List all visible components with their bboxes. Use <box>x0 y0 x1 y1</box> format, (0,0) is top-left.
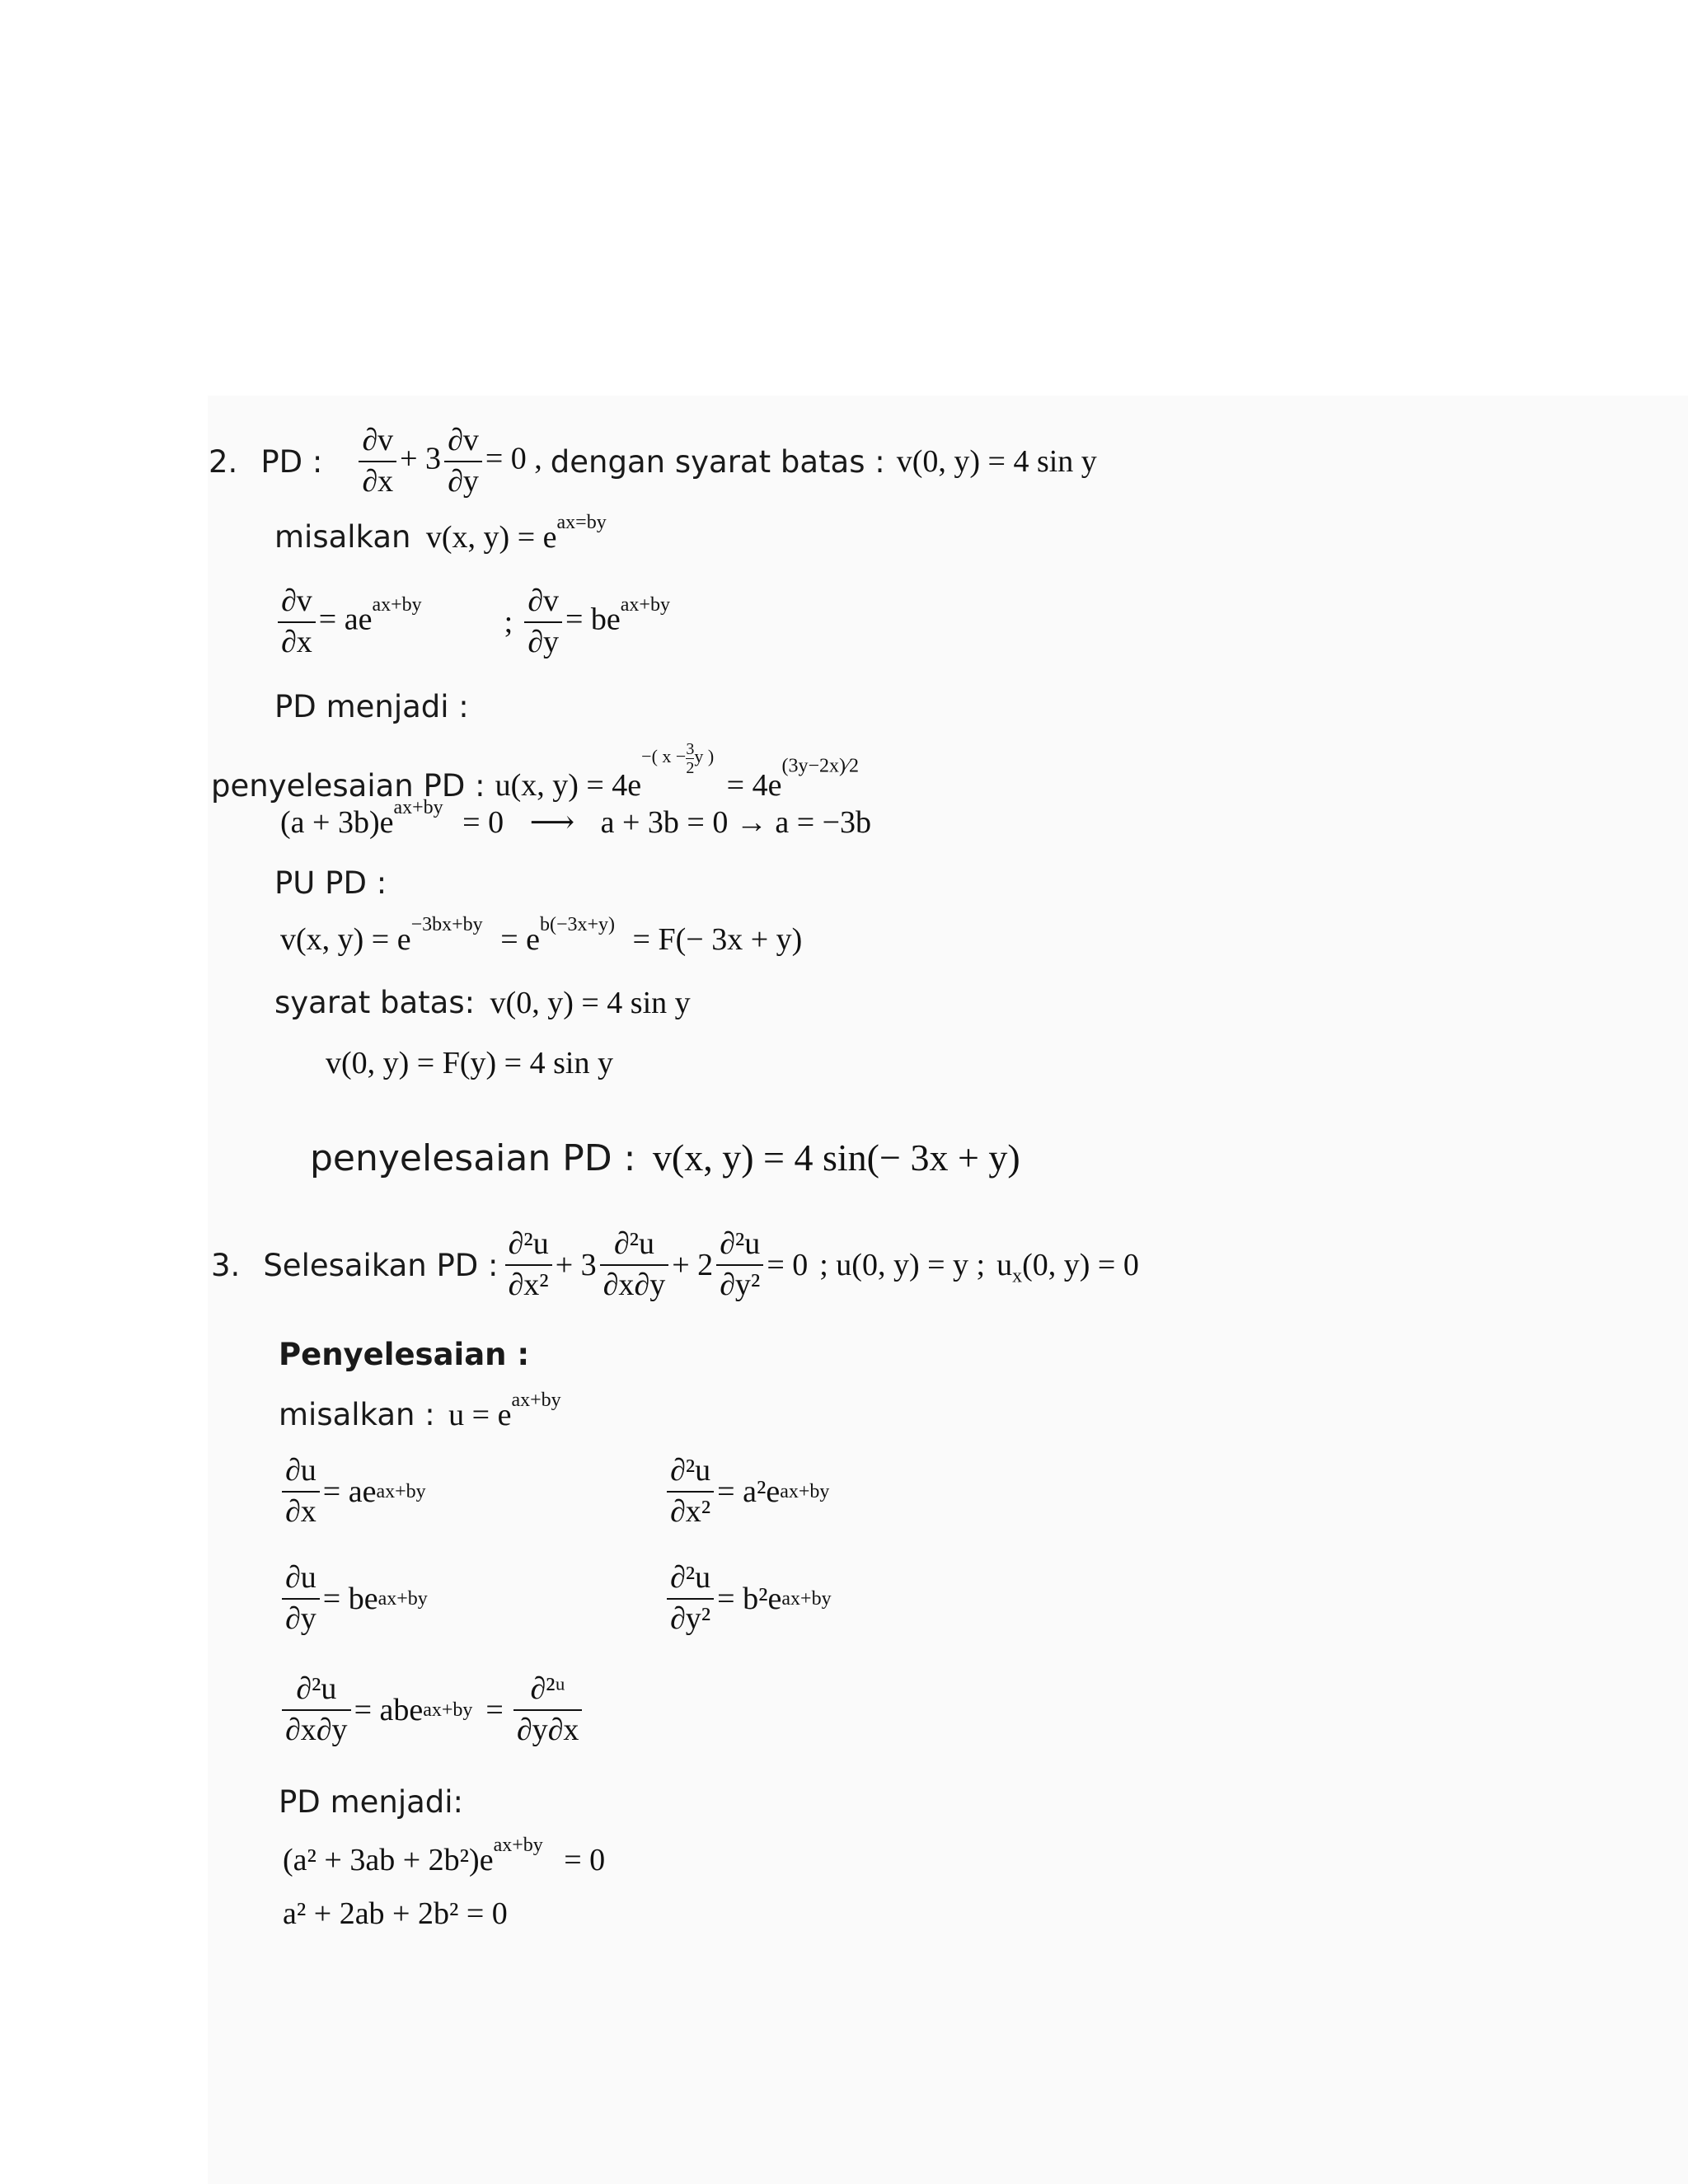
substitution-line <box>279 1390 561 1433</box>
solution-heading: Penyelesaian : <box>279 1337 530 1372</box>
final-solution <box>310 1136 1020 1179</box>
final-math: v(x, y) = 4 sin(− 3x + y) <box>652 1137 1020 1179</box>
solution-u <box>211 738 859 804</box>
problem-number: 2. <box>209 443 238 480</box>
characteristic-eq-2: a² + 2ab + 2b² = 0 <box>283 1896 508 1931</box>
solution-math: u(x, $y) = 4e^{-( x - \frac{3}{2} y )} = 4e^{(3y-2x)⁄2}$ <box>495 739 859 803</box>
misalkan-label: misalkan <box>274 519 411 555</box>
bc-evaluation: v(0, y) = F(y) = 4 sin y <box>326 1046 613 1080</box>
characteristic-eq: $(a + 3b)e^{ax+by} = 0$ ⟶ a + 3b = 0 → a = −3b <box>280 797 872 840</box>
substitution-line <box>274 512 607 555</box>
separator: ; <box>504 604 513 640</box>
boundary-condition <box>274 985 691 1021</box>
bc-label: syarat batas: <box>274 985 476 1020</box>
bc-math: v(0, y) = 4 sin y <box>490 986 691 1020</box>
condition-text: dengan syarat batas : <box>550 443 885 480</box>
final-label: penyelesaian PD : <box>310 1137 636 1179</box>
substitution-math: v(x, $y) = e^{ax=by}$ <box>425 512 607 555</box>
pd-menjadi-label: PD menjadi: <box>279 1784 464 1820</box>
problem-3-statement <box>211 1224 1139 1306</box>
mixed-derivative: $\frac{\text{∂²u}}{\partial x\partial y}$ = abe ax+by = $\frac{\text{∂²ᵘ}}{\partial y\partial x}$ <box>279 1673 585 1747</box>
pd-menjadi-label: PD menjadi : <box>274 689 469 724</box>
pu-pd-label: PU PD : <box>274 865 387 901</box>
first-derivatives <box>274 585 670 659</box>
deriv-x: $\frac{\partial v}{\partial x}$ = $ae^{ax+by}$ <box>274 585 422 659</box>
problem-title: Selesaikan PD : <box>263 1247 499 1283</box>
d2u-dx2: $\frac{\text{∂²u}}{\text{∂x²}}$ = a²e ax+by <box>663 1455 829 1529</box>
substitution-math: $u = e^{ax+by}$ <box>448 1390 561 1432</box>
d2u-dy2: $\frac{\text{∂²u}}{\text{∂y²}}$ = b²e ax+by <box>663 1562 832 1636</box>
general-solution: v(x, $y) = e^{-3bx+by} = e^{b(-3x+y)} = F(- 3x + y)$ <box>280 914 803 957</box>
pde-equation: $\frac{\partial v}{\partial x}$ + 3 $\frac{\partial v}{\partial y}$ = 0 , <box>355 424 542 499</box>
problem-number: 3. <box>211 1247 241 1283</box>
condition-math: v(0, y) = 4 sin y <box>896 444 1097 479</box>
problem-2-statement <box>209 420 1097 503</box>
du-dy: $\frac{\partial u}{\partial y}$ = be ax+by <box>279 1562 428 1636</box>
misalkan-label: misalkan : <box>279 1397 435 1432</box>
du-dx: $\frac{\partial u}{\partial x}$ = ae ax+by <box>279 1455 426 1529</box>
pd-label: PD : <box>260 443 323 480</box>
pde-equation: $\frac{\text{∂²u}}{\text{∂x²}}$ + 3 $\frac{\text{∂²u}}{\partial x\partial y}$ + 2 $\frac{\text{∂²u}}{\text{∂y²}}$ = 0 ; u(0, y) = y ; $u_x(0$, y) = 0 <box>502 1228 1139 1302</box>
deriv-y: $\frac{\partial v}{\partial y}$ = $be^{ax+by}$ <box>521 585 670 659</box>
solution-label: penyelesaian PD : <box>211 768 485 804</box>
characteristic-eq-1: $(a^2 + 3ab + 2b^2)e^{ax+by} = 0$ <box>283 1835 606 1877</box>
